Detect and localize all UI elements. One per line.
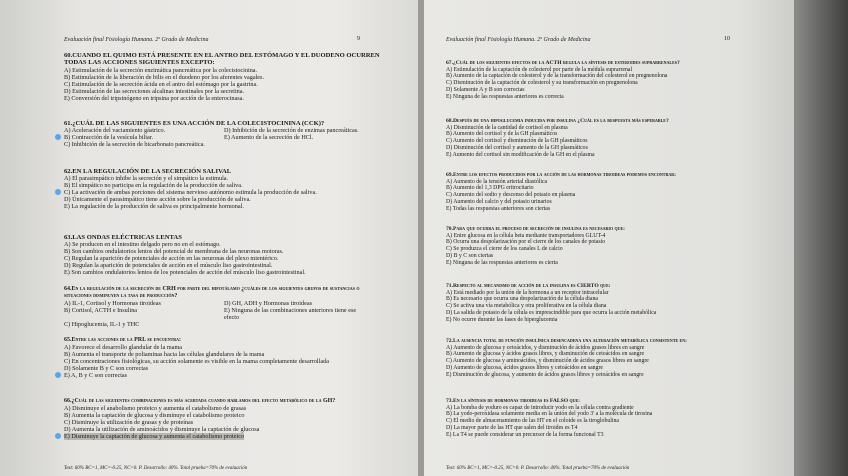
- option-b[interactable]: B) Aumento del cortisol y de la GH plasmáticos: [446, 131, 558, 138]
- option-d[interactable]: D) Estimulación de las secreciones alcalinas intestinales por la secretina.: [64, 88, 245, 96]
- question-72: [446, 338, 746, 378]
- page-header: Evaluación final Fisiología Humana. 2º Grado de Medicina: [446, 37, 591, 43]
- question-title: 72.La ausencia total de función insulínica desencadena una alteración metabólica consistente en:: [446, 338, 687, 344]
- option-b[interactable]: B) Aumenta el transporte de poliaminas hacia las células glandulares de la mama: [64, 351, 265, 359]
- question-title: 63.LAS ONDAS ELÉCTRICAS LENTAS: [64, 234, 182, 241]
- option-b[interactable]: B) Estimulación de la liberación de bilis en el duodeno por los aferentes vagales.: [64, 73, 265, 81]
- question-71: [446, 283, 746, 323]
- page-footer: Test: 60% BC=1, MC=-0.25, NC=0. P. Desarrollo: 40%. Total prueba=70% de evaluación: [446, 466, 630, 471]
- option-e[interactable]: E) Ninguna de las respuestas anteriores es cierta: [446, 259, 558, 266]
- option-a[interactable]: A) La bomba de yoduro es capaz de introducir yodo en la célula contra gradiente: [446, 404, 634, 411]
- question-60: [64, 52, 390, 102]
- option-a[interactable]: A) Estimulación de la captación de colesterol por parte de la médula suprarrenal: [446, 66, 633, 73]
- option-c[interactable]: C) Hipoglucemia, IL-1 y THC: [64, 321, 140, 329]
- question-title: 60.CUANDO EL QUIMO ESTÁ PRESENTE EN EL ANTRO DEL ESTÓMAGO Y EL DUODENO OCURREN TODAS LAS ACCIONES SIGUIENTES EXCEPTO:: [64, 52, 380, 67]
- question-title: 66.¿Cuál de las siguientes combinaciones es más acertada cuando hablamos del efecto metabólico de la GH?: [64, 398, 336, 404]
- option-e[interactable]: E) Disminución de glucosa, y aumento de ácidos grasos libres y cetoácidos en sangre: [446, 371, 644, 378]
- option-a[interactable]: A) Aumento de glucosa y cetoácidos, y disminución de ácidos grasos libres en sangre: [446, 344, 645, 351]
- page-header: Evaluación final Fisiología Humana. 2º Grado de Medicina: [64, 37, 209, 43]
- option-c[interactable]: C) Disminuye la utilización de grasas y de proteínas: [64, 419, 194, 427]
- question-64: [64, 286, 364, 329]
- question-69: [446, 172, 746, 212]
- question-73: [446, 398, 746, 438]
- option-e[interactable]: E) Ninguna de las respuestas anteriores es correcta: [446, 93, 564, 100]
- option-e[interactable]: E) La T4 se puede considerar un precursor de la forma funcional T3: [446, 431, 604, 438]
- option-e[interactable]: E) Todas las respuestas anteriores son ciertas: [446, 205, 551, 212]
- option-c[interactable]: C) Estimulación de la secreción ácida en el antro del estómago por la gastrina.: [64, 81, 258, 88]
- option-d[interactable]: D) La mayor parte de las HT que salen del tiroides es T4: [446, 424, 578, 431]
- question-61: [64, 120, 364, 148]
- selected-answer-marker-icon: [55, 189, 61, 195]
- option-c[interactable]: C) Inhibición de la secreción de bicarbonato pancreática.: [64, 141, 205, 149]
- question-66: [64, 398, 364, 441]
- question-title: 71.Respecto al mecanismo de acción de la insulina es CIERTO que:: [446, 283, 611, 289]
- option-d[interactable]: D) B y C son ciertas: [446, 252, 494, 259]
- question-title: 64.En la regulación de la secreción de CRH por parte del hipotálamo ¿cuáles de los siguientes grupos de sustancias o situaciones disminuyen la tasa de producción?: [64, 286, 360, 300]
- option-b[interactable]: B) Es necesario que ocurra una despolarización de la célula diana: [446, 296, 598, 303]
- option-d[interactable]: D) Disminución del cortisol y aumento de la GH plasmáticos: [446, 144, 588, 151]
- option-b[interactable]: B) Aumento de glucosa y ácidos grasos libres, y disminución de cetoácidos en sangre: [446, 351, 645, 358]
- option-e[interactable]: E) Aumento de la secreción de HCl.: [224, 134, 314, 142]
- question-63: [64, 234, 394, 277]
- option-c[interactable]: C) Aumento de glucosa y aminoácidos, y disminución de ácidos grasos libres en sangre: [446, 358, 649, 365]
- question-62: [64, 168, 364, 211]
- selected-answer-marker-icon: [55, 433, 61, 439]
- selected-answer-marker-icon: [55, 134, 61, 140]
- question-68: [446, 118, 746, 158]
- option-c[interactable]: C) Aumento del cortisol y disminución de la GH plasmáticos: [446, 138, 588, 145]
- page-footer: Test: 60% BC=1, MC=-0.25, NC=0. P. Desarrollo: 40%. Total prueba=70% de evaluación: [64, 466, 248, 471]
- option-a[interactable]: A) El parasimpático inhibe la secreción y el simpático la estimula.: [64, 175, 229, 183]
- option-d[interactable]: D) Aumento del calcio y del potasio urinarios: [446, 198, 552, 205]
- option-d[interactable]: D) GH, ADH y Hormonas tiroideas: [224, 300, 312, 308]
- option-d[interactable]: D) Solamente B y C son correctas: [64, 365, 149, 373]
- option-b[interactable]: B) Aumento del 1,3 DPG eritrocitario: [446, 185, 534, 192]
- question-title: 73.En la síntesis de hormonas tiroideas es FALSO que:: [446, 398, 581, 404]
- option-c[interactable]: C) Regulan la aparición de potenciales de acción en las neuronas del plexo mientérico.: [64, 255, 279, 263]
- option-d[interactable]: D) La salida de potasio de la célula es imprescindible para que ocurra la acción metabólica: [446, 309, 657, 316]
- option-e[interactable]: [64, 433, 364, 440]
- option-d[interactable]: D) Solamente A y B son correctas: [446, 86, 525, 93]
- option-e[interactable]: E) No ocurre durante las fases de hiperglucemia: [446, 316, 558, 323]
- option-c[interactable]: C) En concentraciones fisiológicas, su acción solamente es visible en la mama completamente desarrollada: [64, 358, 329, 366]
- option-a[interactable]: A) Entre glucosa en la célula beta mediante transportadores GLUT-4: [446, 232, 606, 239]
- option-d[interactable]: D) Aumenta la utilización de aminoácidos y disminuye la captación de glucosa: [64, 426, 260, 434]
- option-b[interactable]: B) Cortisol, ACTH e Insulina: [64, 307, 138, 315]
- question-title: 61.¿CUÁL DE LAS SIGUIENTES ES UNA ACCIÓN DE LA COLECISTOCININA (CCK)?: [64, 120, 325, 127]
- option-a[interactable]: A) Favorece el desarrollo glandular de la mama: [64, 344, 183, 352]
- exam-page-left: [0, 0, 418, 476]
- option-b[interactable]: B) Aumento de la captación de colesterol y de la transformación del colesterol en pregnenolona: [446, 73, 668, 80]
- question-title: 62.EN LA REGULACIÓN DE LA SECRECIÓN SALIVAL: [64, 168, 232, 175]
- option-e[interactable]: E) Conversión del tripsinógeno en tripsina por acción de la enterocinasa.: [64, 95, 244, 103]
- page-number: 9: [357, 36, 360, 42]
- option-e[interactable]: E) Ninguna de las combinaciones anteriores tiene ese efecto: [224, 307, 357, 322]
- option-d[interactable]: D) Únicamente el parasimpático tiene acción sobre la producción de saliva.: [64, 196, 251, 204]
- option-c[interactable]: C) Disminución de la captación de colesterol y su transformación en pregnenolona: [446, 80, 638, 87]
- option-a[interactable]: A) Está mediado por la unión de la hormona a un receptor intracelular: [446, 289, 609, 296]
- option-b[interactable]: B) El simpático no participa en la regulación de la producción de saliva.: [64, 182, 243, 190]
- option-b[interactable]: B) Son cambios ondulatorios lentos del potencial de membrana de las neuronas motoras.: [64, 248, 284, 256]
- option-c-text: C) La activación de ambas porciones del sistema nervioso autónomo estimula la producción de saliva.: [64, 189, 317, 197]
- option-d[interactable]: D) Inhibición de la secreción de enzimas pancreáticas.: [224, 127, 359, 135]
- question-65: [64, 337, 374, 380]
- option-e[interactable]: E) Son cambios ondulatorios lentos de los potenciales de acción del músculo liso gastrointestinal.: [64, 269, 306, 277]
- option-c[interactable]: C) El medio de almacenamiento de las HT en el coloide es la tiroglobulina: [446, 418, 619, 425]
- question-70: [446, 226, 746, 266]
- option-b-text: B) Contracción de la vesícula biliar.: [64, 134, 154, 142]
- option-a[interactable]: A) Estimulación de la secreción enzimática pancreática por la colecistocinina.: [64, 66, 258, 74]
- question-title: 65.Entre las acciones de la PRL se encuentra:: [64, 337, 182, 343]
- option-c[interactable]: C) Se activa una vía metabólica y otra proliferativa en la célula diana: [446, 303, 607, 310]
- option-a[interactable]: A) IL-1, Cortisol y Hormonas tiroideas: [64, 300, 161, 308]
- selected-answer-marker-icon: [55, 372, 61, 378]
- option-b[interactable]: [64, 134, 220, 141]
- option-b[interactable]: B) La yodo-peroxidasa solamente media en la unión del yodo 3' a la molécula de tirosina: [446, 411, 653, 418]
- question-67: [446, 60, 746, 100]
- option-e[interactable]: [64, 372, 374, 379]
- option-d[interactable]: D) Regulan la aparición de potenciales de acción en el músculo liso gastrointestinal.: [64, 262, 273, 270]
- exam-page-right: [424, 0, 794, 476]
- option-a[interactable]: A) Aceleración del vaciamiento gástrico.: [64, 127, 166, 135]
- question-title: 70.Para que ocurra el proceso de secreción de insulina es necesario que:: [446, 226, 626, 232]
- option-e[interactable]: E) La regulación de la producción de saliva es principalmente hormonal.: [64, 203, 244, 211]
- option-e-text: E) Disminuye la captación de glucosa y aumenta el catabolismo proteico: [64, 433, 245, 441]
- page-number: 10: [724, 36, 730, 42]
- background-shadow: [794, 0, 848, 476]
- option-e[interactable]: E) Aumento del cortisol sin modificación de la GH en el plasma: [446, 151, 595, 158]
- option-a[interactable]: A) Disminuye el anabolismo proteico y aumenta el catabolismo de grasas: [64, 405, 247, 413]
- question-title: 69.Entre los efectos producidos por la acción de las hormonas tiroideas podemos encontrar:: [446, 172, 676, 178]
- option-e-text: E) A, B y C son correctas: [64, 372, 128, 380]
- option-c[interactable]: C) Aumento del sodio y descenso del potasio en plasma: [446, 192, 576, 199]
- question-title: 67.¿Cuál de los siguientes efectos de la ACTH regula la síntesis de esteroides suprarrenales?: [446, 60, 680, 66]
- option-b[interactable]: B) Ocurra una despolarización por el cierre de los canales de potasio: [446, 239, 606, 246]
- option-c[interactable]: C) Se produzca el cierre de los canales L de calcio: [446, 246, 563, 253]
- option-a[interactable]: A) Se producen en el intestino delgado pero no en el estómago.: [64, 241, 221, 249]
- option-a[interactable]: A) Disminución de la cantidad de cortisol en plasma: [446, 124, 568, 131]
- option-d[interactable]: D) Aumento de glucosa, ácidos grasos libres y cetoácidos en sangre: [446, 364, 603, 371]
- option-a[interactable]: A) Aumento de la tensión arterial diastólica: [446, 178, 548, 185]
- question-title: 68.Después de una hipoglucemia inducida por insulina ¿Cuál es la respuesta más esperable?: [446, 118, 669, 124]
- option-b[interactable]: B) Aumenta la captación de glucosa y disminuye el catabolismo proteico: [64, 412, 245, 420]
